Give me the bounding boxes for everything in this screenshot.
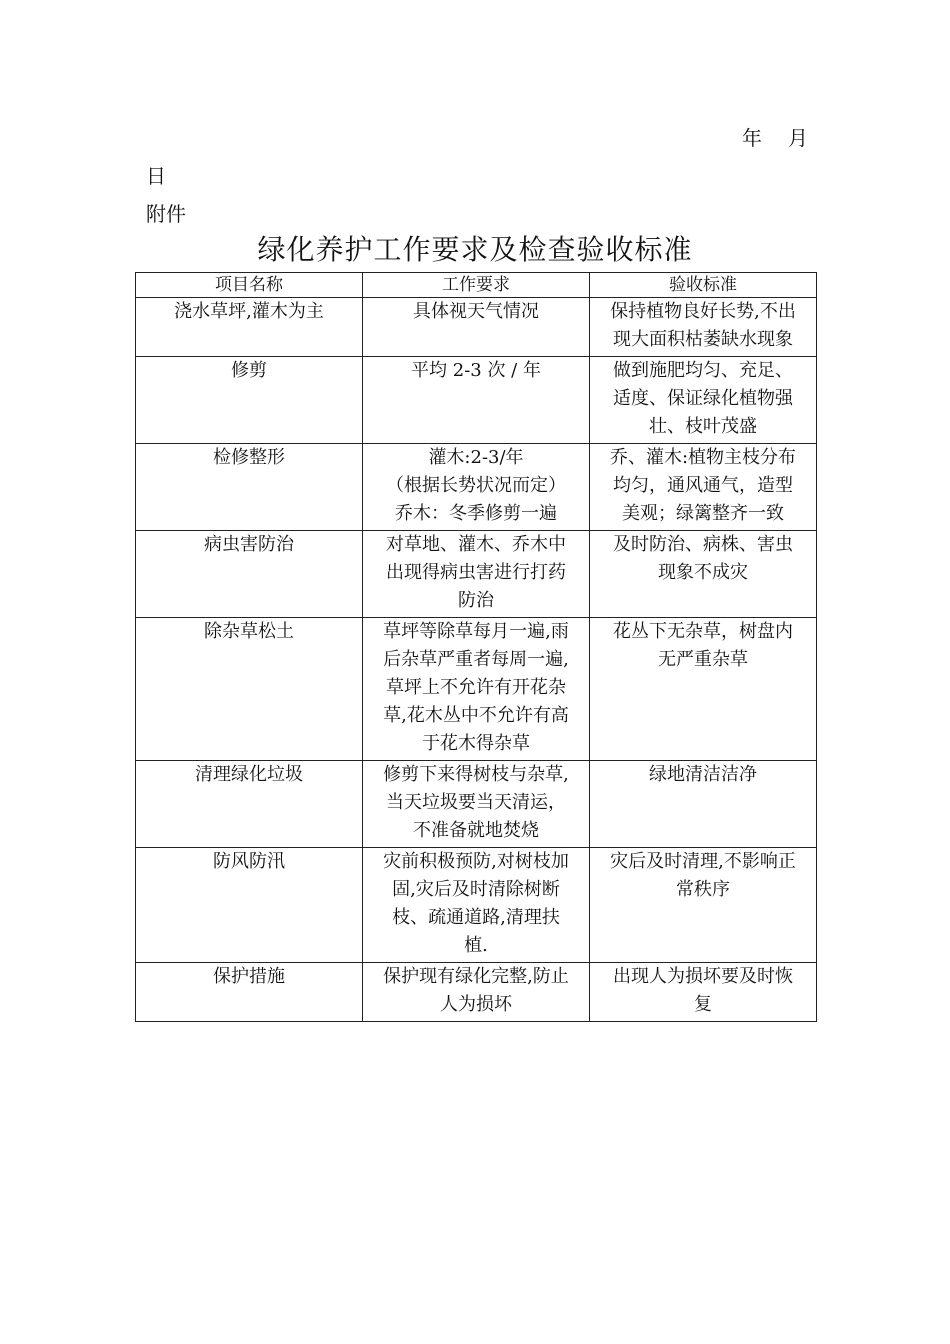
cell-acceptance-standard — [590, 761, 817, 848]
column-header-name: 项目名称 — [136, 273, 363, 298]
cell-work-requirement — [363, 531, 590, 618]
cell-line: 做到施肥均匀、充足、 — [613, 360, 793, 381]
cell-line: 美观；绿篱整齐一致 — [622, 503, 784, 524]
year-label: 年 — [742, 126, 762, 150]
day-label: 日 — [146, 164, 166, 188]
cell-line: 平均 2-3 次 / 年 — [411, 360, 541, 381]
cell-line: 对草地、灌木、乔木中 — [386, 534, 566, 555]
cell-line: 复 — [694, 994, 712, 1015]
cell-line: 灌木:2-3/年 — [428, 447, 524, 468]
cell-line: 现大面积枯萎缺水现象 — [613, 329, 793, 350]
cell-line: 现象不成灾 — [658, 562, 748, 583]
cell-acceptance-standard — [590, 357, 817, 444]
cell-acceptance-standard — [590, 963, 817, 1022]
cell-line: 出现得病虫害进行打药 — [386, 562, 566, 583]
document-title: 绿化养护工作要求及检查验收标准 — [257, 233, 693, 266]
cell-acceptance-standard — [590, 444, 817, 531]
cell-line: 及时防治、病株、害虫 — [613, 534, 793, 555]
cell-line: 草坪等除草每月一遍,雨 — [383, 621, 569, 642]
cell-line: 适度、保证绿化植物强 — [613, 388, 793, 409]
cell-work-requirement — [363, 357, 590, 444]
cell-line: 保护现有绿化完整,防止 — [383, 966, 569, 987]
cell-line: 固,灾后及时清除树断 — [392, 879, 560, 900]
cell-line: 防治 — [458, 590, 494, 611]
cell-item-name: 病虫害防治 — [136, 531, 363, 618]
cell-acceptance-standard — [590, 848, 817, 963]
cell-acceptance-standard — [590, 531, 817, 618]
cell-line: 均匀，通风通气，造型 — [613, 475, 793, 496]
cell-item-name: 清理绿化垃圾 — [136, 761, 363, 848]
cell-acceptance-standard — [590, 298, 817, 357]
cell-work-requirement — [363, 963, 590, 1022]
cell-line: 于花木得杂草 — [422, 733, 530, 754]
cell-line: 花丛下无杂草，树盘内 — [613, 621, 793, 642]
attachment-label: 附件 — [146, 202, 186, 226]
cell-line: 当天垃圾要当天清运， — [386, 792, 566, 813]
cell-item-name: 防风防汛 — [136, 848, 363, 963]
cell-line: 灾后及时清理,不影响正 — [610, 851, 796, 872]
cell-item-name: 检修整形 — [136, 444, 363, 531]
cell-work-requirement — [363, 761, 590, 848]
cell-line: 植. — [464, 935, 488, 956]
cell-line: 枝、疏通道路,清理扶 — [392, 907, 560, 928]
cell-item-name: 修剪 — [136, 357, 363, 444]
table-body — [136, 298, 817, 1022]
cell-line: 不准备就地焚烧 — [413, 820, 539, 841]
cell-line: 无严重杂草 — [658, 649, 748, 670]
month-label: 月 — [788, 126, 808, 150]
cell-item-name: 浇水草坪,灌木为主 — [136, 298, 363, 357]
cell-line: 绿地清洁洁净 — [649, 764, 757, 785]
cell-line: 草,花木丛中不允许有高 — [383, 705, 569, 726]
cell-line: 人为损坏 — [440, 994, 512, 1015]
table-row — [136, 531, 817, 618]
cell-line: 出现人为损坏要及时恢 — [613, 966, 793, 987]
cell-work-requirement — [363, 298, 590, 357]
cell-line: 后杂草严重者每周一遍, — [383, 649, 569, 670]
cell-item-name: 保护措施 — [136, 963, 363, 1022]
cell-line: 草坪上不允许有开花杂 — [386, 677, 566, 698]
cell-line: 灾前积极预防,对树枝加 — [383, 851, 569, 872]
table-row — [136, 444, 817, 531]
cell-work-requirement — [363, 444, 590, 531]
table-row — [136, 761, 817, 848]
column-header-requirement: 工作要求 — [363, 273, 590, 298]
table-header-row — [136, 273, 817, 298]
cell-item-name: 除杂草松土 — [136, 618, 363, 761]
table-row — [136, 848, 817, 963]
date-line — [742, 122, 808, 151]
cell-line: 乔木：冬季修剪一遍 — [395, 503, 557, 524]
cell-line: 壮、枝叶茂盛 — [649, 416, 757, 437]
cell-line: （根据长势状况而定） — [386, 475, 566, 496]
table-row — [136, 357, 817, 444]
cell-acceptance-standard — [590, 618, 817, 761]
cell-line: 保持植物良好长势,不出 — [610, 301, 796, 322]
cell-line: 修剪下来得树枝与杂草, — [383, 764, 569, 785]
cell-work-requirement — [363, 848, 590, 963]
column-header-standard: 验收标准 — [590, 273, 817, 298]
cell-line: 常秩序 — [676, 879, 730, 900]
cell-work-requirement — [363, 618, 590, 761]
cell-line: 乔、灌木:植物主枝分布 — [609, 447, 797, 468]
table-row — [136, 963, 817, 1022]
standards-table — [135, 272, 817, 1022]
table-row — [136, 298, 817, 357]
cell-line: 具体视天气情况 — [413, 301, 539, 322]
table-row — [136, 618, 817, 761]
